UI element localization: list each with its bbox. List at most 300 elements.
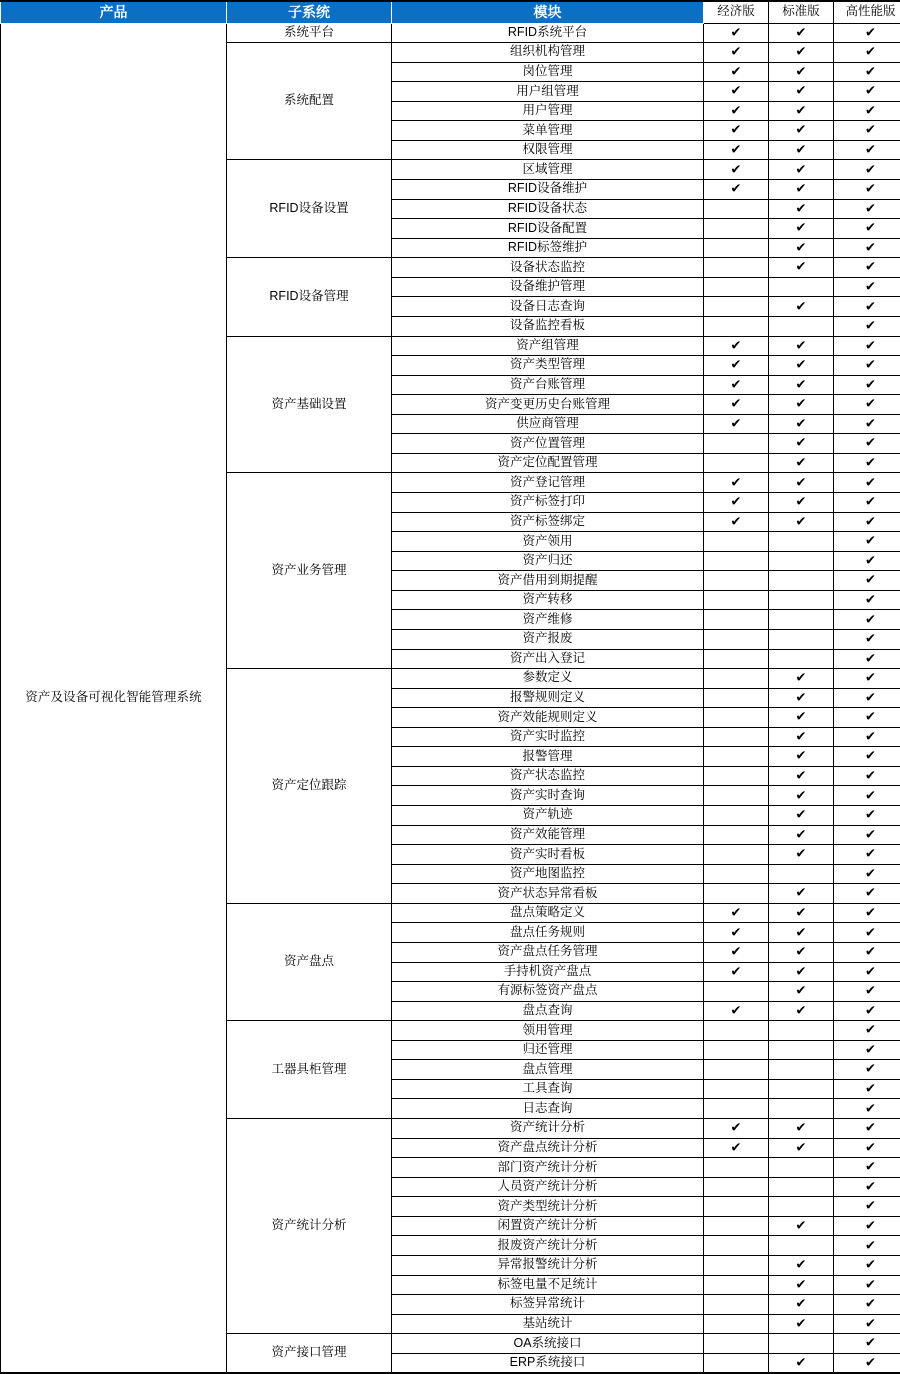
- version-standard-cell: [769, 649, 834, 669]
- module-cell: ERP系统接口: [392, 1353, 704, 1373]
- module-cell: 基站统计: [392, 1314, 704, 1334]
- check-icon: ✔: [865, 887, 876, 900]
- version-economy-cell: [704, 356, 769, 376]
- module-cell: 资产归还: [392, 551, 704, 571]
- check-icon: ✔: [731, 144, 742, 157]
- check-icon: ✔: [865, 691, 876, 704]
- version-economy-cell: [704, 1314, 769, 1334]
- check-icon: ✔: [796, 1298, 807, 1311]
- version-economy-cell: [704, 610, 769, 630]
- module-cell: 区域管理: [392, 160, 704, 180]
- version-performance-cell: [834, 825, 900, 845]
- check-icon: ✔: [865, 515, 876, 528]
- version-economy-cell: [704, 884, 769, 904]
- version-performance-cell: [834, 1177, 900, 1197]
- module-cell: 工具查询: [392, 1079, 704, 1099]
- module-cell: 资产实时看板: [392, 845, 704, 865]
- check-icon: ✔: [865, 65, 876, 78]
- version-standard-cell: [769, 1177, 834, 1197]
- module-cell: 部门资产统计分析: [392, 1158, 704, 1178]
- check-icon: ✔: [865, 339, 876, 352]
- check-icon: ✔: [865, 1298, 876, 1311]
- check-icon: ✔: [796, 144, 807, 157]
- version-economy-cell: [704, 825, 769, 845]
- check-icon: ✔: [865, 1024, 876, 1037]
- check-icon: ✔: [796, 1219, 807, 1232]
- version-standard-cell: [769, 62, 834, 82]
- version-economy-cell: [704, 395, 769, 415]
- check-icon: ✔: [865, 652, 876, 665]
- check-icon: ✔: [796, 985, 807, 998]
- version-performance-cell: [834, 669, 900, 689]
- version-economy-cell: [704, 23, 769, 43]
- version-economy-cell: [704, 786, 769, 806]
- version-standard-cell: [769, 962, 834, 982]
- version-performance-cell: [834, 356, 900, 376]
- version-standard-cell: [769, 512, 834, 532]
- version-standard-cell: [769, 1295, 834, 1315]
- version-economy-cell: [704, 649, 769, 669]
- version-standard-cell: [769, 1236, 834, 1256]
- version-performance-cell: [834, 747, 900, 767]
- version-economy-cell: [704, 1275, 769, 1295]
- version-standard-cell: [769, 1079, 834, 1099]
- module-cell: 资产借用到期提醒: [392, 571, 704, 591]
- check-icon: ✔: [796, 457, 807, 470]
- check-icon: ✔: [796, 378, 807, 391]
- version-economy-cell: [704, 1295, 769, 1315]
- version-economy-cell: [704, 669, 769, 689]
- check-icon: ✔: [865, 1278, 876, 1291]
- version-performance-cell: [834, 493, 900, 513]
- check-icon: ✔: [865, 398, 876, 411]
- check-icon: ✔: [796, 183, 807, 196]
- version-performance-cell: [834, 1197, 900, 1217]
- check-icon: ✔: [796, 222, 807, 235]
- check-icon: ✔: [865, 261, 876, 274]
- check-icon: ✔: [865, 1043, 876, 1056]
- version-performance-cell: [834, 688, 900, 708]
- version-performance-cell: [834, 1001, 900, 1021]
- check-icon: ✔: [731, 26, 742, 39]
- version-economy-cell: [704, 258, 769, 278]
- version-economy-cell: [704, 982, 769, 1002]
- version-performance-cell: [834, 649, 900, 669]
- version-economy-cell: [704, 747, 769, 767]
- version-economy-cell: [704, 434, 769, 454]
- subsystem-cell: RFID设备管理: [227, 258, 392, 336]
- check-icon: ✔: [865, 1122, 876, 1135]
- version-standard-cell: [769, 121, 834, 141]
- version-economy-cell: [704, 1177, 769, 1197]
- version-performance-cell: [834, 1295, 900, 1315]
- column-header-subsystem: 子系统: [227, 1, 392, 23]
- module-cell: 资产轨迹: [392, 806, 704, 826]
- module-cell: 领用管理: [392, 1021, 704, 1041]
- check-icon: ✔: [865, 1259, 876, 1272]
- check-icon: ✔: [796, 1356, 807, 1369]
- version-economy-cell: [704, 1334, 769, 1354]
- check-icon: ✔: [865, 1083, 876, 1096]
- version-standard-cell: [769, 864, 834, 884]
- check-icon: ✔: [865, 946, 876, 959]
- module-cell: 设备监控看板: [392, 316, 704, 336]
- check-icon: ✔: [796, 515, 807, 528]
- check-icon: ✔: [865, 828, 876, 841]
- version-performance-cell: [834, 297, 900, 317]
- module-cell: RFID标签维护: [392, 238, 704, 258]
- subsystem-cell: RFID设备设置: [227, 160, 392, 258]
- version-performance-cell: [834, 395, 900, 415]
- version-performance-cell: [834, 942, 900, 962]
- check-icon: ✔: [865, 320, 876, 333]
- module-cell: 资产台账管理: [392, 375, 704, 395]
- module-cell: 资产统计分析: [392, 1119, 704, 1139]
- version-performance-cell: [834, 1040, 900, 1060]
- version-standard-cell: [769, 258, 834, 278]
- check-icon: ✔: [865, 280, 876, 293]
- check-icon: ✔: [865, 1337, 876, 1350]
- module-cell: 资产登记管理: [392, 473, 704, 493]
- module-cell: 有源标签资产盘点: [392, 982, 704, 1002]
- column-header-module: 模块: [392, 1, 704, 23]
- version-economy-cell: [704, 1040, 769, 1060]
- version-standard-cell: [769, 43, 834, 63]
- version-standard-cell: [769, 277, 834, 297]
- check-icon: ✔: [865, 965, 876, 978]
- module-cell: 用户组管理: [392, 82, 704, 102]
- version-economy-cell: [704, 1001, 769, 1021]
- check-icon: ✔: [796, 104, 807, 117]
- version-performance-cell: [834, 1216, 900, 1236]
- module-cell: 资产实时监控: [392, 727, 704, 747]
- version-standard-cell: [769, 825, 834, 845]
- check-icon: ✔: [865, 46, 876, 59]
- check-icon: ✔: [865, 809, 876, 822]
- check-icon: ✔: [796, 965, 807, 978]
- check-icon: ✔: [865, 202, 876, 215]
- module-cell: 设备状态监控: [392, 258, 704, 278]
- version-economy-cell: [704, 1197, 769, 1217]
- version-standard-cell: [769, 199, 834, 219]
- check-icon: ✔: [796, 946, 807, 959]
- version-standard-cell: [769, 806, 834, 826]
- module-cell: 资产实时查询: [392, 786, 704, 806]
- module-cell: 报废资产统计分析: [392, 1236, 704, 1256]
- check-icon: ✔: [796, 163, 807, 176]
- check-icon: ✔: [796, 85, 807, 98]
- module-cell: 资产领用: [392, 532, 704, 552]
- version-standard-cell: [769, 1353, 834, 1373]
- module-cell: 闲置资产统计分析: [392, 1216, 704, 1236]
- module-cell: 资产转移: [392, 590, 704, 610]
- version-standard-cell: [769, 1216, 834, 1236]
- module-cell: 岗位管理: [392, 62, 704, 82]
- version-economy-cell: [704, 414, 769, 434]
- module-cell: 资产类型管理: [392, 356, 704, 376]
- version-economy-cell: [704, 864, 769, 884]
- version-performance-cell: [834, 219, 900, 239]
- check-icon: ✔: [865, 867, 876, 880]
- column-header-version-performance: 高性能版: [834, 1, 900, 23]
- version-economy-cell: [704, 62, 769, 82]
- check-icon: ✔: [796, 672, 807, 685]
- check-icon: ✔: [865, 496, 876, 509]
- version-economy-cell: [704, 43, 769, 63]
- version-standard-cell: [769, 629, 834, 649]
- check-icon: ✔: [731, 183, 742, 196]
- version-performance-cell: [834, 590, 900, 610]
- version-standard-cell: [769, 551, 834, 571]
- version-economy-cell: [704, 1079, 769, 1099]
- version-performance-cell: [834, 258, 900, 278]
- version-performance-cell: [834, 1334, 900, 1354]
- module-cell: 手持机资产盘点: [392, 962, 704, 982]
- version-performance-cell: [834, 434, 900, 454]
- version-standard-cell: [769, 297, 834, 317]
- subsystem-cell: 资产业务管理: [227, 473, 392, 669]
- check-icon: ✔: [796, 730, 807, 743]
- version-performance-cell: [834, 277, 900, 297]
- check-icon: ✔: [865, 1141, 876, 1154]
- version-economy-cell: [704, 1060, 769, 1080]
- check-icon: ✔: [796, 1259, 807, 1272]
- module-cell: 设备维护管理: [392, 277, 704, 297]
- module-cell: RFID系统平台: [392, 23, 704, 43]
- version-economy-cell: [704, 512, 769, 532]
- version-performance-cell: [834, 786, 900, 806]
- version-standard-cell: [769, 1138, 834, 1158]
- version-performance-cell: [834, 571, 900, 591]
- module-cell: 报警规则定义: [392, 688, 704, 708]
- module-cell: 标签电量不足统计: [392, 1275, 704, 1295]
- check-icon: ✔: [796, 1317, 807, 1330]
- module-cell: 组织机构管理: [392, 43, 704, 63]
- version-performance-cell: [834, 1079, 900, 1099]
- version-performance-cell: [834, 43, 900, 63]
- check-icon: ✔: [796, 691, 807, 704]
- version-economy-cell: [704, 845, 769, 865]
- check-icon: ✔: [865, 300, 876, 313]
- subsystem-cell: 资产统计分析: [227, 1119, 392, 1334]
- check-icon: ✔: [796, 65, 807, 78]
- version-standard-cell: [769, 1099, 834, 1119]
- version-economy-cell: [704, 708, 769, 728]
- check-icon: ✔: [731, 417, 742, 430]
- version-standard-cell: [769, 101, 834, 121]
- version-performance-cell: [834, 512, 900, 532]
- column-header-version-standard: 标准版: [769, 1, 834, 23]
- version-standard-cell: [769, 688, 834, 708]
- module-cell: 人员资产统计分析: [392, 1177, 704, 1197]
- module-cell: 资产效能管理: [392, 825, 704, 845]
- module-cell: 设备日志查询: [392, 297, 704, 317]
- check-icon: ✔: [865, 985, 876, 998]
- version-economy-cell: [704, 1158, 769, 1178]
- module-cell: 资产出入登记: [392, 649, 704, 669]
- version-performance-cell: [834, 140, 900, 160]
- version-standard-cell: [769, 1334, 834, 1354]
- version-standard-cell: [769, 982, 834, 1002]
- check-icon: ✔: [796, 398, 807, 411]
- module-cell: 报警管理: [392, 747, 704, 767]
- version-performance-cell: [834, 532, 900, 552]
- check-icon: ✔: [731, 104, 742, 117]
- module-cell: 盘点管理: [392, 1060, 704, 1080]
- version-economy-cell: [704, 1119, 769, 1139]
- check-icon: ✔: [796, 339, 807, 352]
- version-performance-cell: [834, 453, 900, 473]
- check-icon: ✔: [865, 241, 876, 254]
- check-icon: ✔: [731, 85, 742, 98]
- version-economy-cell: [704, 1216, 769, 1236]
- check-icon: ✔: [865, 1004, 876, 1017]
- check-icon: ✔: [796, 828, 807, 841]
- check-icon: ✔: [731, 46, 742, 59]
- version-performance-cell: [834, 473, 900, 493]
- check-icon: ✔: [796, 300, 807, 313]
- version-standard-cell: [769, 180, 834, 200]
- module-cell: RFID设备配置: [392, 219, 704, 239]
- check-icon: ✔: [731, 163, 742, 176]
- version-performance-cell: [834, 1353, 900, 1373]
- module-cell: RFID设备状态: [392, 199, 704, 219]
- version-performance-cell: [834, 1275, 900, 1295]
- module-cell: 资产标签打印: [392, 493, 704, 513]
- version-economy-cell: [704, 1255, 769, 1275]
- check-icon: ✔: [796, 437, 807, 450]
- version-economy-cell: [704, 629, 769, 649]
- version-performance-cell: [834, 629, 900, 649]
- check-icon: ✔: [796, 1141, 807, 1154]
- version-standard-cell: [769, 786, 834, 806]
- version-performance-cell: [834, 923, 900, 943]
- check-icon: ✔: [865, 26, 876, 39]
- version-economy-cell: [704, 903, 769, 923]
- version-standard-cell: [769, 1119, 834, 1139]
- version-standard-cell: [769, 160, 834, 180]
- version-standard-cell: [769, 766, 834, 786]
- check-icon: ✔: [865, 926, 876, 939]
- check-icon: ✔: [731, 496, 742, 509]
- check-icon: ✔: [865, 104, 876, 117]
- check-icon: ✔: [865, 1317, 876, 1330]
- module-cell: 权限管理: [392, 140, 704, 160]
- version-economy-cell: [704, 82, 769, 102]
- check-icon: ✔: [865, 457, 876, 470]
- check-icon: ✔: [796, 124, 807, 137]
- module-cell: 日志查询: [392, 1099, 704, 1119]
- version-economy-cell: [704, 571, 769, 591]
- check-icon: ✔: [731, 476, 742, 489]
- version-economy-cell: [704, 962, 769, 982]
- check-icon: ✔: [796, 789, 807, 802]
- check-icon: ✔: [865, 359, 876, 372]
- version-performance-cell: [834, 551, 900, 571]
- version-standard-cell: [769, 1197, 834, 1217]
- version-economy-cell: [704, 590, 769, 610]
- version-performance-cell: [834, 82, 900, 102]
- table-header: [1, 1, 900, 23]
- version-economy-cell: [704, 806, 769, 826]
- version-standard-cell: [769, 845, 834, 865]
- module-cell: 资产报废: [392, 629, 704, 649]
- version-standard-cell: [769, 414, 834, 434]
- version-performance-cell: [834, 708, 900, 728]
- check-icon: ✔: [796, 887, 807, 900]
- version-performance-cell: [834, 1255, 900, 1275]
- version-economy-cell: [704, 297, 769, 317]
- version-standard-cell: [769, 571, 834, 591]
- check-icon: ✔: [865, 183, 876, 196]
- version-economy-cell: [704, 1099, 769, 1119]
- version-economy-cell: [704, 766, 769, 786]
- module-cell: 资产维修: [392, 610, 704, 630]
- check-icon: ✔: [731, 965, 742, 978]
- version-standard-cell: [769, 238, 834, 258]
- check-icon: ✔: [865, 672, 876, 685]
- check-icon: ✔: [796, 359, 807, 372]
- module-cell: 归还管理: [392, 1040, 704, 1060]
- version-performance-cell: [834, 121, 900, 141]
- check-icon: ✔: [731, 906, 742, 919]
- version-performance-cell: [834, 375, 900, 395]
- check-icon: ✔: [796, 496, 807, 509]
- column-header-version-economy: 经济版: [704, 1, 769, 23]
- check-icon: ✔: [865, 85, 876, 98]
- version-economy-cell: [704, 551, 769, 571]
- version-standard-cell: [769, 375, 834, 395]
- module-cell: 资产状态监控: [392, 766, 704, 786]
- version-performance-cell: [834, 1236, 900, 1256]
- module-cell: 盘点任务规则: [392, 923, 704, 943]
- version-standard-cell: [769, 903, 834, 923]
- check-icon: ✔: [796, 46, 807, 59]
- version-standard-cell: [769, 493, 834, 513]
- check-icon: ✔: [796, 1004, 807, 1017]
- version-performance-cell: [834, 610, 900, 630]
- version-performance-cell: [834, 414, 900, 434]
- module-cell: 资产盘点任务管理: [392, 942, 704, 962]
- version-standard-cell: [769, 473, 834, 493]
- check-icon: ✔: [731, 398, 742, 411]
- check-icon: ✔: [731, 946, 742, 959]
- check-icon: ✔: [796, 906, 807, 919]
- check-icon: ✔: [796, 848, 807, 861]
- version-economy-cell: [704, 1021, 769, 1041]
- check-icon: ✔: [865, 730, 876, 743]
- check-icon: ✔: [731, 359, 742, 372]
- version-standard-cell: [769, 1021, 834, 1041]
- check-icon: ✔: [865, 750, 876, 763]
- check-icon: ✔: [731, 339, 742, 352]
- version-performance-cell: [834, 1099, 900, 1119]
- version-economy-cell: [704, 238, 769, 258]
- check-icon: ✔: [865, 163, 876, 176]
- module-cell: 菜单管理: [392, 121, 704, 141]
- version-performance-cell: [834, 199, 900, 219]
- version-standard-cell: [769, 219, 834, 239]
- module-cell: 异常报警统计分析: [392, 1255, 704, 1275]
- subsystem-cell: 资产基础设置: [227, 336, 392, 473]
- version-performance-cell: [834, 1158, 900, 1178]
- version-standard-cell: [769, 316, 834, 336]
- version-standard-cell: [769, 923, 834, 943]
- check-icon: ✔: [796, 417, 807, 430]
- version-standard-cell: [769, 669, 834, 689]
- version-standard-cell: [769, 140, 834, 160]
- version-economy-cell: [704, 336, 769, 356]
